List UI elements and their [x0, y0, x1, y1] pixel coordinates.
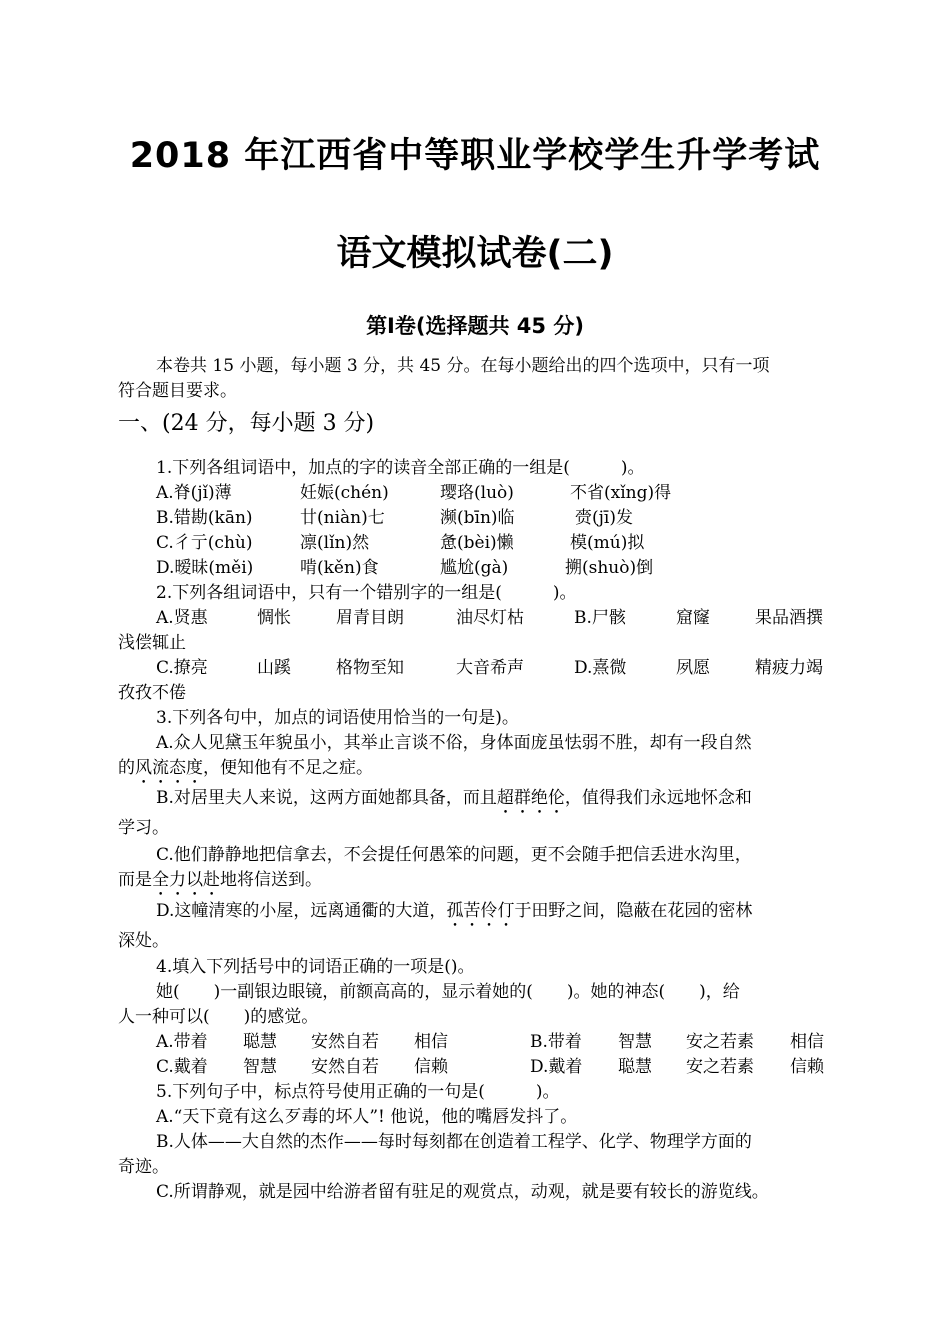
q4-option-a-3: 安然自若	[311, 1032, 379, 1052]
q4-text-line-1: 她( )一副银边眼镜，前额高高的，显示着她的( )。她的神态( )，给	[156, 982, 740, 1002]
q1-option-d-4: 搠(shuò)倒	[565, 558, 654, 578]
q2-option-d-1: D.熹微	[574, 658, 627, 678]
q2-option-d-2: 夙愿	[676, 658, 710, 678]
intro-line-2: 符合题目要求。	[118, 381, 237, 401]
q2-option-c-1: C.撩亮	[156, 658, 208, 678]
q2-option-a-2: 惆怅	[257, 608, 291, 628]
q3-option-a-line-2	[118, 756, 373, 788]
q1-option-b-4: 赍(jī)发	[575, 508, 633, 528]
q4-option-c-2: 智慧	[243, 1057, 277, 1077]
q4-option-b-1: B.带着	[530, 1032, 582, 1052]
q4-option-c-3: 安然自若	[311, 1057, 379, 1077]
q3-a-post: ，便知他有不足之症。	[203, 758, 373, 778]
q1-option-a-1: A.脊(jǐ)薄	[156, 483, 232, 503]
q3-b-pre: B.对居里夫人来说，这两方面她都具备，而且	[156, 788, 497, 808]
q4-option-b-3: 安之若素	[686, 1032, 754, 1052]
q3-option-a-line-1: A.众人见黛玉年貌虽小，其举止言谈不俗，身体面庞虽怯弱不胜，却有一段自然	[156, 733, 752, 753]
q4-option-b-4: 相信	[790, 1032, 824, 1052]
q3-option-d-line-1	[156, 899, 752, 931]
q5-option-c: C.所谓静观，就是园中给游者留有驻足的观赏点，动观，就是要有较长的游览线。	[156, 1182, 769, 1202]
q1-option-c-4: 模(mú)拟	[570, 533, 645, 553]
q1-option-b-2: 廿(niàn)七	[300, 508, 385, 528]
q4-option-d-4: 信赖	[790, 1057, 824, 1077]
q3-d-marked-phrase: 孤苦伶仃	[446, 901, 515, 921]
q4-option-a-1: A.带着	[156, 1032, 208, 1052]
q4-option-a-2: 聪慧	[243, 1032, 277, 1052]
q1-option-d-1: D.暧昧(měi)	[156, 558, 254, 578]
q3-b-marked-phrase: 超群绝伦	[496, 788, 565, 808]
intro-line-1: 本卷共 15 小题，每小题 3 分，共 45 分。在每小题给出的四个选项中，只有一项	[156, 356, 770, 376]
q2-option-c-4: 大音希声	[456, 658, 524, 678]
q5-option-b-line-1: B.人体——大自然的杰作——每时每刻都在创造着工程学、化学、物理学方面的	[156, 1132, 752, 1152]
q1-option-c-3: 惫(bèi)懒	[440, 533, 514, 553]
q2-option-a-1: A.贤惠	[156, 608, 208, 628]
q3-option-d-line-2: 深处。	[118, 931, 169, 951]
q5-stem: 5.下列句子中，标点符号使用正确的一句是( )。	[156, 1082, 560, 1102]
q2-option-d-4: 孜孜不倦	[118, 683, 186, 703]
q3-c-pre: 而是	[118, 870, 152, 890]
q3-d-post: 于田野之间，隐蔽在花园的密林	[514, 901, 753, 921]
q2-option-c-2: 山蹊	[257, 658, 291, 678]
q3-a-pre: 的	[118, 758, 135, 778]
q4-option-c-4: 信赖	[414, 1057, 448, 1077]
q4-option-b-2: 智慧	[618, 1032, 652, 1052]
q3-b-post: ，值得我们永远地怀念和	[564, 788, 752, 808]
q2-option-b-1: B.尸骸	[574, 608, 626, 628]
q1-option-b-1: B.错勘(kān)	[156, 508, 253, 528]
q4-option-a-4: 相信	[414, 1032, 448, 1052]
q2-option-c-3: 格物至知	[336, 658, 404, 678]
q4-option-d-2: 聪慧	[618, 1057, 652, 1077]
q5-option-a: A.“天下竟有这么歹毒的坏人”! 他说，他的嘴唇发抖了。	[156, 1107, 578, 1127]
q1-option-b-3: 濒(bīn)临	[440, 508, 515, 528]
q1-option-c-2: 凛(lǐn)然	[300, 533, 370, 553]
q1-stem: 1.下列各组词语中，加点的字的读音全部正确的一组是( )。	[156, 458, 645, 478]
q3-d-pre: D.这幢清寒的小屋，远离通衢的大道，	[156, 901, 447, 921]
q2-option-b-2: 窟窿	[676, 608, 710, 628]
q4-option-d-3: 安之若素	[686, 1057, 754, 1077]
exam-subtitle: 语文模拟试卷(二)	[336, 234, 614, 274]
q4-option-c-1: C.戴着	[156, 1057, 208, 1077]
q2-option-a-4: 油尽灯枯	[456, 608, 524, 628]
q2-option-d-3: 精疲力竭	[755, 658, 823, 678]
q3-option-b-line-2: 学习。	[118, 818, 169, 838]
q2-stem: 2.下列各组词语中，只有一个错别字的一组是( )。	[156, 583, 577, 603]
q1-option-a-4: 不省(xǐng)得	[570, 483, 672, 503]
q1-option-a-3: 璎珞(luò)	[440, 483, 514, 503]
q2-option-b-3: 果品酒撰	[755, 608, 823, 628]
q5-option-b-line-2: 奇迹。	[118, 1157, 169, 1177]
q1-option-c-1: C.彳亍(chù)	[156, 533, 253, 553]
q3-c-marked-phrase: 全力以赴	[152, 870, 220, 890]
exam-title: 2018 年江西省中等职业学校学生升学考试	[129, 136, 821, 176]
q1-option-d-3: 尴尬(gà)	[440, 558, 509, 578]
q3-stem: 3.下列各句中，加点的词语使用恰当的一句是)。	[156, 708, 519, 728]
q1-option-a-2: 妊娠(chén)	[300, 483, 389, 503]
q1-option-d-2: 啃(kěn)食	[300, 558, 379, 578]
q3-option-b-line-1	[156, 786, 752, 818]
q3-option-c-line-1: C.他们静静地把信拿去，不会提任何愚笨的问题，更不会随手把信丢进水沟里，	[156, 845, 752, 865]
q3-option-c-line-2	[118, 868, 322, 900]
q2-option-a-3: 眉青目朗	[336, 608, 404, 628]
q3-a-marked-phrase: 风流态度	[135, 758, 203, 778]
section-heading: 第Ⅰ卷(选择题共 45 分)	[366, 314, 584, 338]
q4-stem: 4.填入下列括号中的词语正确的一项是()。	[156, 957, 475, 977]
q4-text-line-2: 人一种可以( )的感觉。	[118, 1007, 319, 1027]
q4-option-d-1: D.戴着	[530, 1057, 583, 1077]
q2-option-b-4: 浅偿辄止	[118, 633, 186, 653]
part-heading: 一、(24 分，每小题 3 分)	[118, 411, 375, 436]
q3-c-post: 地将信送到。	[220, 870, 322, 890]
